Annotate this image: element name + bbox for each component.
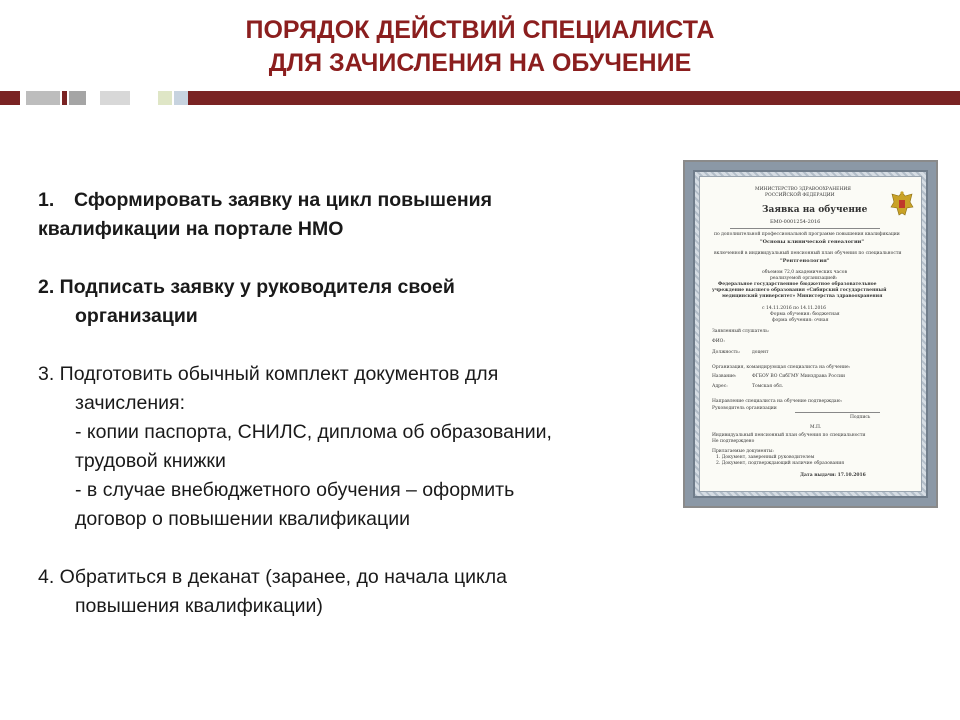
step-3-line-6: договор о повышении квалификации	[75, 508, 410, 530]
cert-address-label: Адрес:	[712, 384, 728, 389]
cert-program-line: по дополнительной профессиональной программе повышения квалификации	[714, 232, 900, 237]
cert-position-value: доцент	[752, 350, 769, 355]
cert-sign-label: Подпись	[850, 415, 871, 420]
cert-specialty: "Рентгенология"	[780, 258, 830, 264]
cert-head-label: Руководитель организации	[712, 406, 777, 411]
cert-address-value: Томская обл.	[752, 384, 784, 389]
cert-plan-note: Индивидуальный пенсионный план обучения по специальности	[712, 433, 866, 438]
step-3-line-4: трудовой книжки	[75, 450, 226, 472]
stripe-segment	[69, 91, 86, 105]
cert-ministry: МИНИСТЕРСТВО ЗДРАВООХРАНЕНИЯ	[755, 187, 851, 192]
cert-org-3: медицинский университет» Министерства здравоохранения	[722, 294, 883, 299]
cert-date-issued: Дата выдачи: 17.10.2016	[800, 473, 866, 478]
enrollment-application-image	[683, 160, 938, 508]
cert-attach: Прилагаемые документы:	[712, 449, 774, 454]
title-line-1: ПОРЯДОК ДЕЙСТВИЙ СПЕЦИАЛИСТА	[245, 16, 715, 44]
cert-org-label: Организация, командирующая специалиста на обучение:	[712, 365, 851, 370]
steps-list	[38, 186, 678, 621]
step-1-line-1: 1. Сформировать заявку на цикл повышения	[38, 189, 493, 211]
cert-hours: объемом 72,0 академических часов	[762, 270, 848, 275]
step-1-line-2: квалификации на портале НМО	[38, 218, 344, 240]
step-3-line-2: зачисления:	[75, 392, 186, 414]
title-line-2: ДЛЯ ЗАЧИСЛЕНИЯ НА ОБУЧЕНИЕ	[268, 49, 692, 77]
stripe-segment	[62, 91, 67, 105]
coat-of-arms-icon	[888, 189, 916, 219]
stripe-segment	[0, 91, 20, 105]
step-4-line-2: повышения квалификации)	[75, 595, 323, 617]
cert-not-confirmed: Не подтверждено	[712, 439, 755, 444]
cert-position-label: Должность:	[712, 350, 741, 355]
step-4-line-1: 4. Обратиться в деканат (заранее, до начала цикла	[38, 566, 508, 588]
cert-fio: ФИО:	[712, 339, 725, 344]
cert-org-1: Федеральное государственное бюджетное образовательное	[718, 282, 877, 287]
stripe-segment	[174, 91, 188, 105]
step-3-line-3: - копии паспорта, СНИЛС, диплома об образовании,	[75, 421, 552, 443]
step-2-line-1: 2. Подписать заявку у руководителя своей	[38, 276, 455, 298]
stripe-segment	[188, 91, 960, 105]
cert-doc-1: 1. Документ, заверенный руководителем	[716, 455, 815, 460]
cert-plan-line: включенной в индивидуальный пенсионный план обучения по специальности	[714, 251, 902, 256]
cert-federation: РОССИЙСКОЙ ФЕДЕРАЦИИ	[765, 193, 835, 198]
step-2-line-2: организации	[75, 305, 198, 327]
cert-number: БМ0-0001254-2016	[770, 219, 821, 225]
cert-direction: Направление специалиста на обучение подтверждаю:	[712, 399, 843, 404]
cert-program-name: "Основы клинической генеалогии"	[760, 239, 864, 245]
cert-stamp: М.П.	[810, 425, 822, 430]
stripe-segment	[158, 91, 172, 105]
cert-org-2: учреждение высшего образования «Сибирский государственный	[712, 288, 887, 293]
slide-title	[0, 14, 960, 80]
cert-heading: Заявка на обучение	[762, 205, 868, 215]
cert-name-label: Название:	[712, 374, 737, 379]
cert-org-intro: реализуемой организацией:	[770, 276, 838, 281]
cert-form: Форма обучения: бюджетная	[770, 312, 840, 317]
step-3-line-5: - в случае внебюджетного обучения – оформить	[75, 479, 515, 501]
cert-doc-2: 2. Документ, подтверждающий наличие образования	[716, 461, 845, 466]
cert-applicant: Заявленный слушатель:	[712, 329, 770, 334]
cert-name-value: ФГБОУ ВО СибГМУ Минздрава России	[752, 374, 846, 379]
stripe-segment	[26, 91, 60, 105]
cert-dates: с 14.11.2016 по 14.11.2016	[762, 306, 827, 311]
cert-form2: форма обучения: очная	[772, 318, 829, 323]
step-3-line-1: 3. Подготовить обычный комплект документов для	[38, 363, 499, 385]
stripe-segment	[100, 91, 130, 105]
certificate-paper	[699, 176, 922, 492]
